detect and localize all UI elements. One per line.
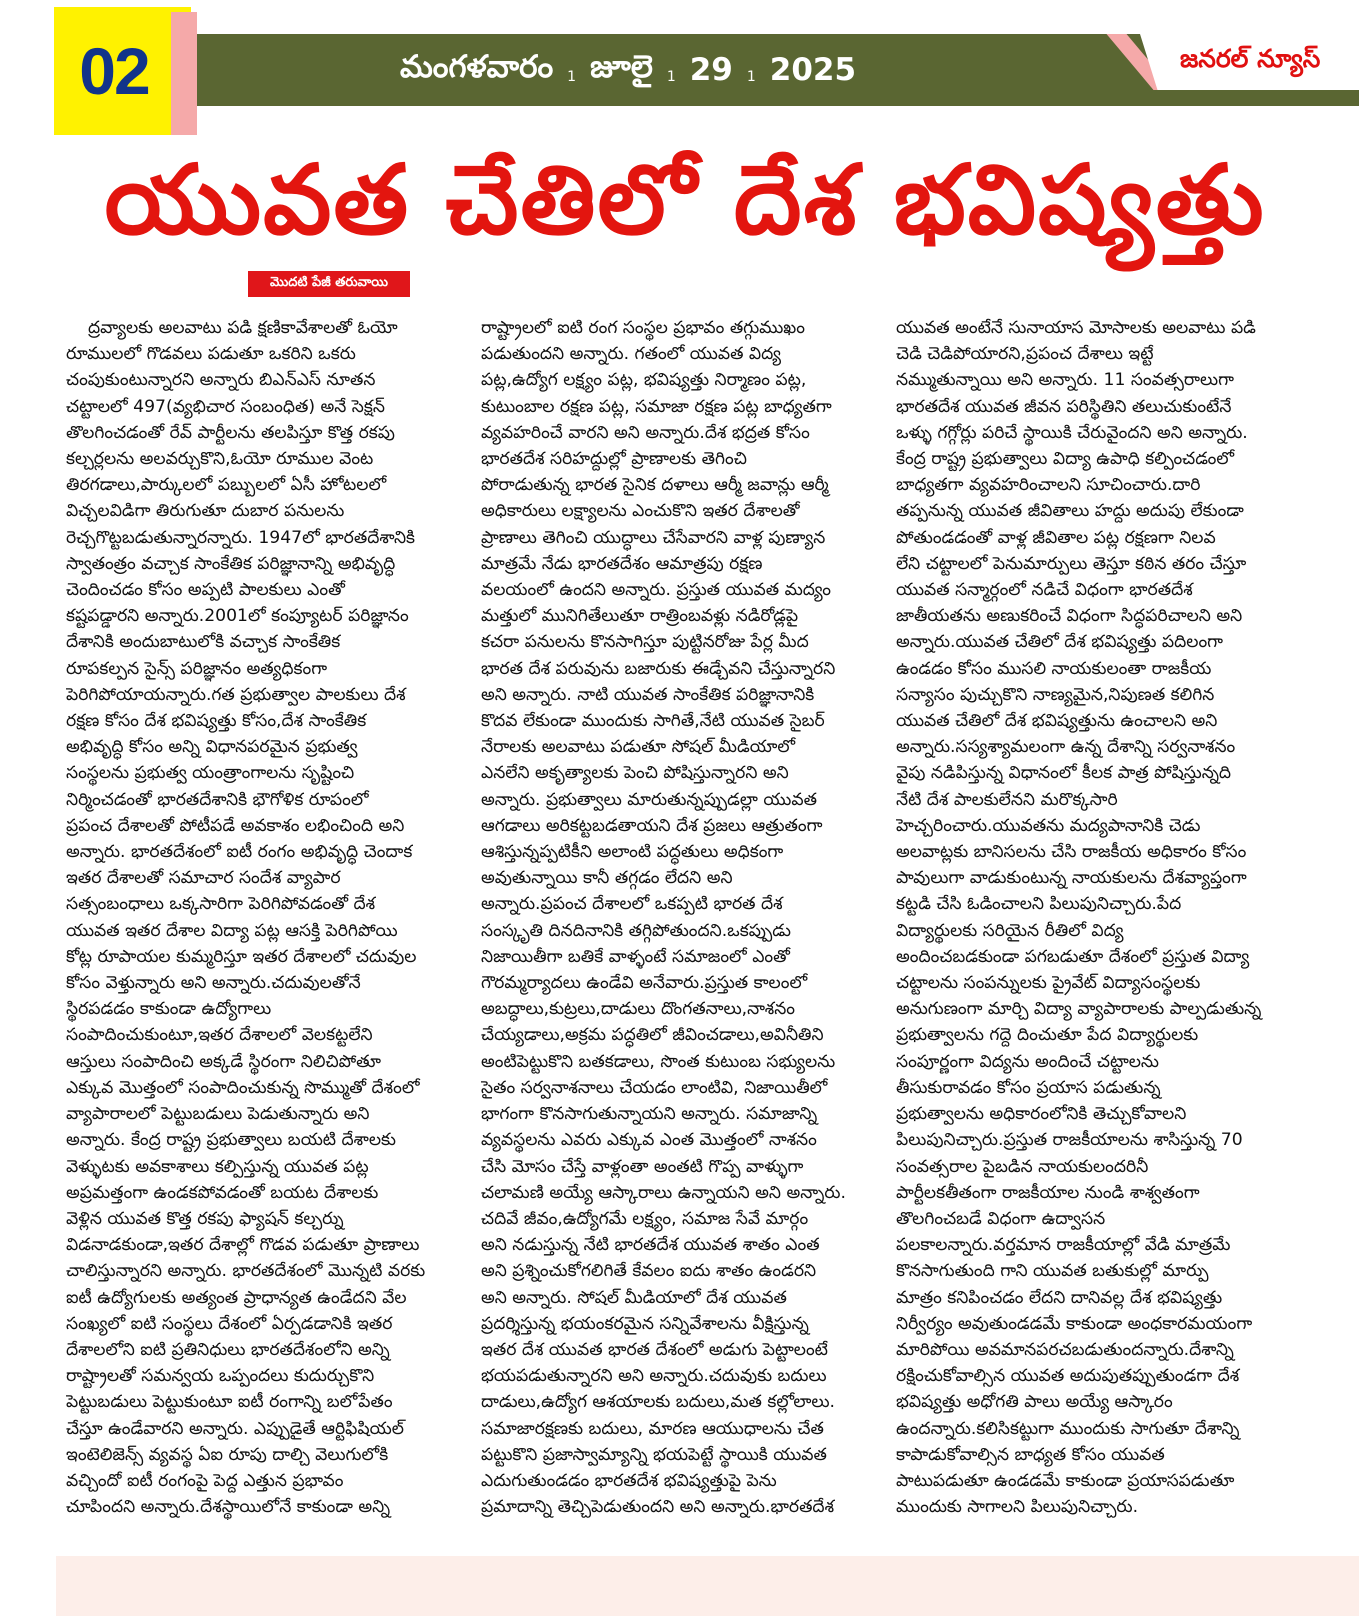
issue-date-number: 29	[689, 52, 733, 88]
article-headline: యువత చేతిలో దేశ భవిష్యత్తు	[104, 144, 1266, 256]
date-separator: 1	[746, 69, 756, 85]
issue-date	[400, 34, 856, 106]
article-column-3	[896, 315, 1296, 1550]
article-column-1	[66, 315, 456, 1550]
article-column-2	[481, 315, 871, 1550]
continued-from-front-page-tag: మొదటి పేజీ తరువాయి	[248, 271, 410, 297]
bottom-strip	[56, 1556, 1359, 1616]
page-number: 02	[79, 34, 149, 108]
issue-day: మంగళవారం	[400, 48, 554, 85]
issue-month: జూలై	[590, 48, 653, 85]
article-text: ద్రవ్యాలకు అలవాటు పడి క్షణికావేశాలతో ఓయో రూములలో గొడవలు పడుతూ ఒకరిని ఒకరు చంపుకుంటున్నారని అన్నారు బిఎన్ఎస్ నూతన చట్టాలలో 497(వ్యభిచార సంబంధిత) అనే సెక్షన్ తొలగించడంతో రేవ్ పార్టీలను తలపిస్తూ కొత్త రకపు కల్చర్లలను అలవర్చుకొని,ఓయో రూముల వెంట తిరగడాలు,పార్కులలో పబ్బులలో ఏసీ హోటలలో విచ్చలవిడిగా తిరుగుతూ దుబార పనులను రెచ్చగొట్టబడుతున్నారన్నారు. 1947లో భారతదేశానికి స్వాతంత్రం వచ్చాక సాంకేతిక పరిజ్ఞానాన్ని అభివృద్ధి చెందించడం కోసం అప్పటి పాలకులు ఎంతో కష్టపడ్డారని అన్నారు.2001లో కంప్యూటర్ పరిజ్ఞానం దేశానికి అందుబాటులోకి వచ్చాక సాంకేతిక రూపకల్పన సైన్స్ పరిజ్ఞానం అత్యధికంగా పెరిగిపోయాయన్నారు.గత ప్రభుత్వాల పాలకులు దేశ రక్షణ కోసం దేశ భవిష్యత్తు కోసం,దేశ సాంకేతిక అభివృద్ధి కోసం అన్ని విధానపరమైన ప్రభుత్వ సంస్థలను ప్రభుత్వ యంత్రాంగాలను సృష్టించి నిర్మించడంతో భారతదేశానికి భౌగోళిక రూపంలో ప్రపంచ దేశాలతో పోటీపడే అవకాశం లభించింది అని అన్నారు. భారతదేశంలో ఐటీ రంగం అభివృద్ధి చెందాక ఇతర దేశాలతో సమాచార సందేశ వ్యాపార సత్సంబంధాలు ఒక్కసారిగా పెరిగిపోవడంతో దేశ యువత ఇతర దేశాల విద్యా పట్ల ఆసక్తి పెరిగిపోయి కోట్ల రూపాయల కుమ్మరిస్తూ ఇతర దేశాలలో చదువుల కోసం వెళ్తున్నారు అని అన్నారు.చదువులతోనే స్థిరపడడం కాకుండా ఉద్యోగాలు సంపాదించుకుంటూ,ఇతర దేశాలలో వెలకట్టలేని ఆస్తులు సంపాదించి అక్కడే స్థిరంగా నిలిచిపోతూ ఎక్కువ మొత్తంలో సంపాదించుకున్న సొమ్ముతో దేశంలో వ్యాపారాలలో పెట్టుబడులు పెడుతున్నారు అని అన్నారు. కేంద్ర రాష్ట్ర ప్రభుత్వాలు బయటి దేశాలకు వెళ్ళుటకు అవకాశాలు కల్పిస్తున్న యువత పట్ల అప్రమత్తంగా ఉండకపోవడంతో బయట దేశాలకు వెళ్లిన యువత కొత్త రకపు ఫ్యాషన్ కల్చర్ను విడనాడకుండా,ఇతర దేశాల్లో గొడవ పడుతూ ప్రాణాలు చాలిస్తున్నారని అన్నారు. భారతదేశంలో మొన్నటి వరకు ఐటీ ఉద్యోగులకు అత్యంత ప్రాధాన్యత ఉండేదని వేల సంఖ్యలో ఐటి సంస్థలు దేశంలో ఏర్పడడానికి ఇతర దేశాలలోని ఐటి ప్రతినిధులు భారతదేశంలోని అన్ని రాష్ట్రాలతో సమన్వయ ఒప్పందలు కుదుర్చుకొని పెట్టుబడులు పెట్టుకుంటూ ఐటీ రంగాన్ని బలోపేతం చేస్తూ ఉండేవారని అన్నారు. ఎప్పుడైతే ఆర్టిఫిషియల్ ఇంటెలిజెన్స్ వ్యవస్థ ఏఐ రూపు దాల్చి వెలుగులోకి వచ్చిందో ఐటీ రంగంపై పెద్ద ఎత్తున ప్రభావం చూపిందని అన్నారు.దేశస్థాయిలోనే కాకుండా అన్ని	[66, 318, 426, 1518]
article-text: రాష్ట్రాలలో ఐటి రంగ సంస్థల ప్రభావం తగ్గుముఖం పడుతుందని అన్నారు. గతంలో యువత విద్య పట్ల,ఉద్యోగ లక్ష్యం పట్ల, భవిష్యత్తు నిర్మాణం పట్ల, కుటుంబాల రక్షణ పట్ల, సమాజా రక్షణ పట్ల బాధ్యతగా వ్యవహరించే వారని అని అన్నారు.దేశ భద్రత కోసం భారతదేశ సరిహద్దుల్లో ప్రాణాలకు తెగించి పోరాడుతున్న భారత సైనిక దళాలు ఆర్మీ జవాన్లు ఆర్మీ అధికారులు లక్ష్యాలను ఎంచుకొని ఇతర దేశాలతో ప్రాణాలు తెగించి యుద్ధాలు చేసేవారని వాళ్ల పుణ్యాన మాత్రమే నేడు భారతదేశం ఆమాత్రపు రక్షణ వలయంలో ఉందని అన్నారు. ప్రస్తుత యువత మద్యం మత్తులో మునిగితేలుతూ రాత్రింబవళ్లు నడిరోడ్లపై కచరా పనులను కొనసాగిస్తూ పుట్టినరోజు పేర్ల మీద భారత దేశ పరువును బజారుకు ఈడ్చేవని చేస్తున్నారని అని అన్నారు. నాటి యువత సాంకేతిక పరిజ్ఞానానికి కొదవ లేకుండా ముందుకు సాగితే,నేటి యువత సైబర్ నేరాలకు అలవాటు పడుతూ సోషల్ మీడియాలో ఎనలేని అకృత్యాలకు పెంచి పోషిస్తున్నారని అని అన్నారు. ప్రభుత్వాలు మారుతున్నప్పుడల్లా యువత ఆగడాలు అరికట్టబడతాయని దేశ ప్రజలు ఆత్రుతంగా ఆశిస్తున్నప్పటికీని అలాంటి పద్ధతులు అధికంగా అవుతున్నాయి కానీ తగ్గడం లేదని అని అన్నారు.ప్రపంచ దేశాలలో ఒకప్పటి భారత దేశ సంస్కృతి దినదినానికి తగ్గిపోతుందని.ఒకప్పుడు నిజాయితీగా బతికే వాళ్ళంటే సమాజంలో ఎంతో గౌరమ్మర్యాదలు ఉండేవి అనేవారు.ప్రస్తుత కాలంలో అబద్ధాలు,కుట్రలు,దాడులు దొంగతనాలు,నాశనం చేయ్యడాలు,అక్రమ పద్ధతిలో జీవించడాలు,అవినీతిని అంటిపెట్టుకొని బతకడాలు, సొంత కుటుంబ సభ్యులను సైతం సర్వనాశనాలు చేయడం లాంటివి, నిజాయితీలో భాగంగా కొనసాగుతున్నాయని అన్నారు. సమాజాన్ని వ్యవస్థలను ఎవరు ఎక్కువ ఎంత మొత్తంలో నాశనం చేసి మోసం చేస్తే వాళ్లంతా అంతటి గొప్ప వాళ్ళుగా చలామణి అయ్యే ఆస్కారాలు ఉన్నాయని అని అన్నారు. చదివే జీవం,ఉద్యోగమే లక్ష్యం, సమాజ సేవే మార్గం అని నడుస్తున్న నేటి భారతదేశ యువత శాతం ఎంత అని ప్రశ్నించుకోగలిగితే కేవలం ఐదు శాతం ఉండరని అని అన్నారు. సోషల్ మీడియాలో దేశ యువత ప్రదర్శిస్తున్న భయంకరమైన సన్నివేశాలను వీక్షిస్తున్న ఇతర దేశ యువత భారత దేశంలో అడుగు పెట్టాలంటే భయపడుతున్నారని అని అన్నారు.చదువుకు బదులు దాడులు,ఉద్యోగ ఆశయాలకు బదులు,మత కల్లోలాలు. సమాజారక్షణకు బదులు, మారణ ఆయుధాలను చేత పట్టుకొని ప్రజాస్వామ్యాన్ని భయపెట్టే స్థాయికి యువత ఎదుగుతుండడం భారతదేశ భవిష్యత్తుపై పెను ప్రమాదాన్ని తెచ్చిపెడుతుందని అని అన్నారు.భారతదేశ	[481, 318, 846, 1518]
article-text: యువత అంటేనే సునాయాస మోసాలకు అలవాటు పడి చెడి చెడిపోయారని,ప్రపంచ దేశాలు ఇట్టే నమ్ముతున్నాయి అని అన్నారు. 11 సంవత్సరాలుగా భారతదేశ యువత జీవన పరిస్థితిని తలుచుకుంటేనే ఒళ్ళు గగ్గోర్లు పరిచే స్థాయికి చేరువైందని అని అన్నారు. కేంద్ర రాష్ట్ర ప్రభుత్వాలు విద్యా ఉపాధి కల్పించడంలో బాధ్యతగా వ్యవహరించాలని సూచించారు.దారి తప్పనున్న యువత జీవితాలు హద్దు అదుపు లేకుండా పోతుండడంతో వాళ్ల జీవితాల పట్ల రక్షణగా నిలవ లేని చట్టాలలో పెనుమార్పులు తెస్తూ కఠిన తరం చేస్తూ యువత సన్మార్గంలో నడిచే విధంగా భారతదేశ జాతీయతను అణుకరించే విధంగా సిద్ధపరిచాలని అని అన్నారు.యువత చేతిలో దేశ భవిష్యత్తు పదిలంగా ఉండడం కోసం ముసలి నాయకులంతా రాజకీయ సన్యాసం పుచ్చుకొని నాణ్యమైన,నిపుణత కలిగిన యువత చేతిలో దేశ భవిష్యత్తును ఉంచాలని అని అన్నారు.సస్యశ్యామలంగా ఉన్న దేశాన్ని సర్వనాశనం వైపు నడిపిస్తున్న విధానంలో కీలక పాత్ర పోషిస్తున్నది నేటి దేశ పాలకులేనని మరొక్కసారి హెచ్చరించారు.యువతను మద్యపానానికి చెడు అలవాట్లకు బానిసలను చేసి రాజకీయ అధికారం కోసం పావులుగా వాడుకుంటున్న నాయకులను దేశవ్యాప్తంగా కట్టడి చేసి ఓడించాలని పిలుపునిచ్చారు.పేద విద్యార్థులకు సరియైన రీతిలో విద్య అందించబడకుండా పగబడుతూ దేశంలో ప్రస్తుత విద్యా చట్టాలను సంపన్నులకు ప్రైవేట్ విద్యాసంస్థలకు అనుగుణంగా మార్చి విద్యా వ్యాపారాలకు పాల్పడుతున్న ప్రభుత్వాలను గద్దె దించుతూ పేద విద్యార్థులకు సంపూర్ణంగా విద్యను అందించే చట్టాలను తీసుకురావడం కోసం ప్రయాస పడుతున్న ప్రభుత్వాలను అధికారంలోనికి తెచ్చుకోవాలని పిలుపునిచ్చారు.ప్రస్తుత రాజకీయాలను శాసిస్తున్న 70 సంవత్సరాల పైబడిన నాయకులందరినీ పార్టీలకతీతంగా రాజకీయాల నుండి శాశ్వతంగా తొలగించబడే విధంగా ఉద్వాసన పలకాలన్నారు.వర్తమాన రాజకీయాల్లో వేడి మాత్రమే కొనసాగుతుంది గాని యువత బతుకుల్లో మార్పు మాత్రం కనిపించడం లేదని దానివల్ల దేశ భవిష్యత్తు నిర్వీర్యం అవుతుండడమే కాకుండా అంధకారమయంగా మారిపోయి అవమానపరచబడుతుందన్నారు.దేశాన్ని రక్షించుకోవాల్సిన యువత అదుపుతప్పుతుండగా దేశ భవిష్యత్తు అధోగతి పాలు అయ్యే ఆస్కారం ఉందన్నారు.కలిసికట్టుగా ముందుకు సాగుతూ దేశాన్ని కాపాడుకోవాల్సిన బాధ్యత కోసం యువత పాటుపడుతూ ఉండడమే కాకుండా ప్రయాసపడుతూ ముందుకు సాగాలని పిలుపునిచ్చారు.	[896, 318, 1262, 1518]
date-separator: 1	[666, 69, 676, 85]
date-separator: 1	[567, 69, 577, 85]
issue-year: 2025	[769, 52, 857, 88]
section-label: జనరల్ న్యూస్	[1180, 44, 1321, 73]
page-number-accent	[171, 12, 197, 135]
